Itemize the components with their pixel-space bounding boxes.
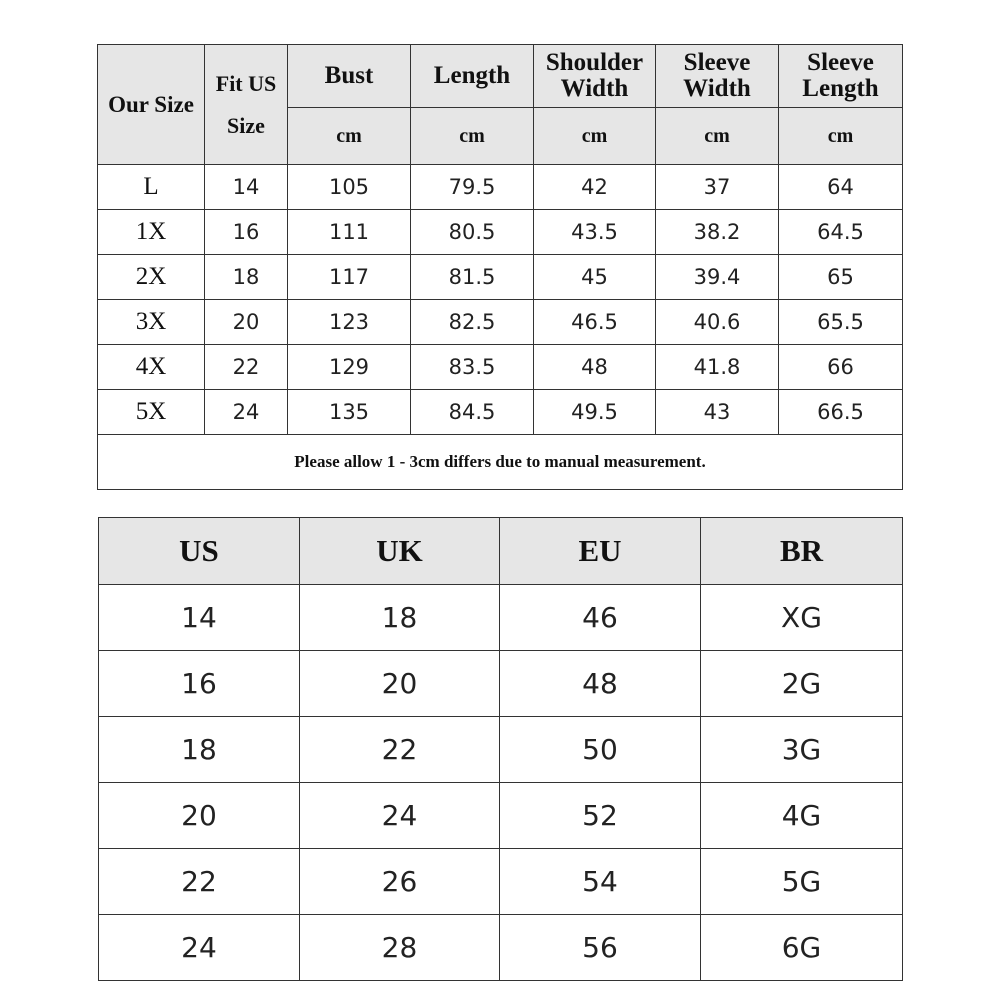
shoulder-cell: 45	[534, 255, 656, 300]
unit-sleeve-length: cm	[779, 108, 903, 165]
shoulder-cell: 49.5	[534, 390, 656, 435]
table-row	[98, 165, 903, 210]
table-row	[99, 783, 903, 849]
eu-cell: 50	[500, 717, 701, 783]
table-row	[99, 585, 903, 651]
uk-cell: 24	[300, 783, 500, 849]
table-row	[99, 651, 903, 717]
header-sleeve-length: Sleeve Length	[779, 45, 903, 108]
table-row	[98, 300, 903, 345]
our-size-cell: 5X	[98, 390, 205, 435]
our-size-cell: 1X	[98, 210, 205, 255]
shoulder-cell: 43.5	[534, 210, 656, 255]
bust-cell: 111	[288, 210, 411, 255]
sleeve-width-cell: 41.8	[656, 345, 779, 390]
sleeve-length-cell: 65.5	[779, 300, 903, 345]
table-row	[98, 255, 903, 300]
sleeve-length-cell: 66.5	[779, 390, 903, 435]
fit-us-cell: 16	[205, 210, 288, 255]
shoulder-cell: 46.5	[534, 300, 656, 345]
sleeve-length-cell: 65	[779, 255, 903, 300]
uk-cell: 28	[300, 915, 500, 981]
us-cell: 24	[99, 915, 300, 981]
eu-cell: 54	[500, 849, 701, 915]
table-row	[99, 849, 903, 915]
length-cell: 81.5	[411, 255, 534, 300]
table-row	[98, 210, 903, 255]
table-row	[98, 390, 903, 435]
uk-cell: 26	[300, 849, 500, 915]
br-cell: 4G	[701, 783, 903, 849]
br-cell: XG	[701, 585, 903, 651]
us-cell: 18	[99, 717, 300, 783]
bust-cell: 117	[288, 255, 411, 300]
our-size-cell: 4X	[98, 345, 205, 390]
length-cell: 84.5	[411, 390, 534, 435]
header-eu: EU	[500, 518, 701, 585]
unit-sleeve-width: cm	[656, 108, 779, 165]
table-row	[98, 345, 903, 390]
length-cell: 79.5	[411, 165, 534, 210]
us-cell: 20	[99, 783, 300, 849]
length-cell: 82.5	[411, 300, 534, 345]
sleeve-length-cell: 64.5	[779, 210, 903, 255]
unit-shoulder-width: cm	[534, 108, 656, 165]
length-cell: 83.5	[411, 345, 534, 390]
sleeve-width-cell: 38.2	[656, 210, 779, 255]
fit-us-cell: 14	[205, 165, 288, 210]
br-cell: 5G	[701, 849, 903, 915]
sleeve-length-cell: 64	[779, 165, 903, 210]
header-length: Length	[411, 45, 534, 108]
size-conversion-table	[98, 517, 903, 981]
header-fit-us-size: Fit US Size	[205, 45, 288, 165]
table-row	[99, 915, 903, 981]
sleeve-width-cell: 39.4	[656, 255, 779, 300]
sleeve-length-cell: 66	[779, 345, 903, 390]
header-uk: UK	[300, 518, 500, 585]
sleeve-width-cell: 37	[656, 165, 779, 210]
shoulder-cell: 48	[534, 345, 656, 390]
fit-us-cell: 20	[205, 300, 288, 345]
bust-cell: 129	[288, 345, 411, 390]
us-cell: 14	[99, 585, 300, 651]
br-cell: 2G	[701, 651, 903, 717]
header-our-size: Our Size	[98, 45, 205, 165]
measurement-note: Please allow 1 - 3cm differs due to manual measurement.	[98, 435, 903, 490]
uk-cell: 20	[300, 651, 500, 717]
our-size-cell: 2X	[98, 255, 205, 300]
us-cell: 22	[99, 849, 300, 915]
header-sleeve-width: Sleeve Width	[656, 45, 779, 108]
fit-us-cell: 18	[205, 255, 288, 300]
eu-cell: 46	[500, 585, 701, 651]
header-shoulder-width: Shoulder Width	[534, 45, 656, 108]
eu-cell: 52	[500, 783, 701, 849]
unit-bust: cm	[288, 108, 411, 165]
our-size-cell: L	[98, 165, 205, 210]
bust-cell: 135	[288, 390, 411, 435]
header-bust: Bust	[288, 45, 411, 108]
our-size-cell: 3X	[98, 300, 205, 345]
header-br: BR	[701, 518, 903, 585]
shoulder-cell: 42	[534, 165, 656, 210]
eu-cell: 56	[500, 915, 701, 981]
sleeve-width-cell: 40.6	[656, 300, 779, 345]
bust-cell: 105	[288, 165, 411, 210]
br-cell: 6G	[701, 915, 903, 981]
eu-cell: 48	[500, 651, 701, 717]
fit-us-cell: 22	[205, 345, 288, 390]
unit-length: cm	[411, 108, 534, 165]
fit-us-cell: 24	[205, 390, 288, 435]
size-measurement-table	[97, 44, 903, 490]
length-cell: 80.5	[411, 210, 534, 255]
br-cell: 3G	[701, 717, 903, 783]
us-cell: 16	[99, 651, 300, 717]
uk-cell: 18	[300, 585, 500, 651]
bust-cell: 123	[288, 300, 411, 345]
uk-cell: 22	[300, 717, 500, 783]
header-us: US	[99, 518, 300, 585]
sleeve-width-cell: 43	[656, 390, 779, 435]
table-row	[99, 717, 903, 783]
